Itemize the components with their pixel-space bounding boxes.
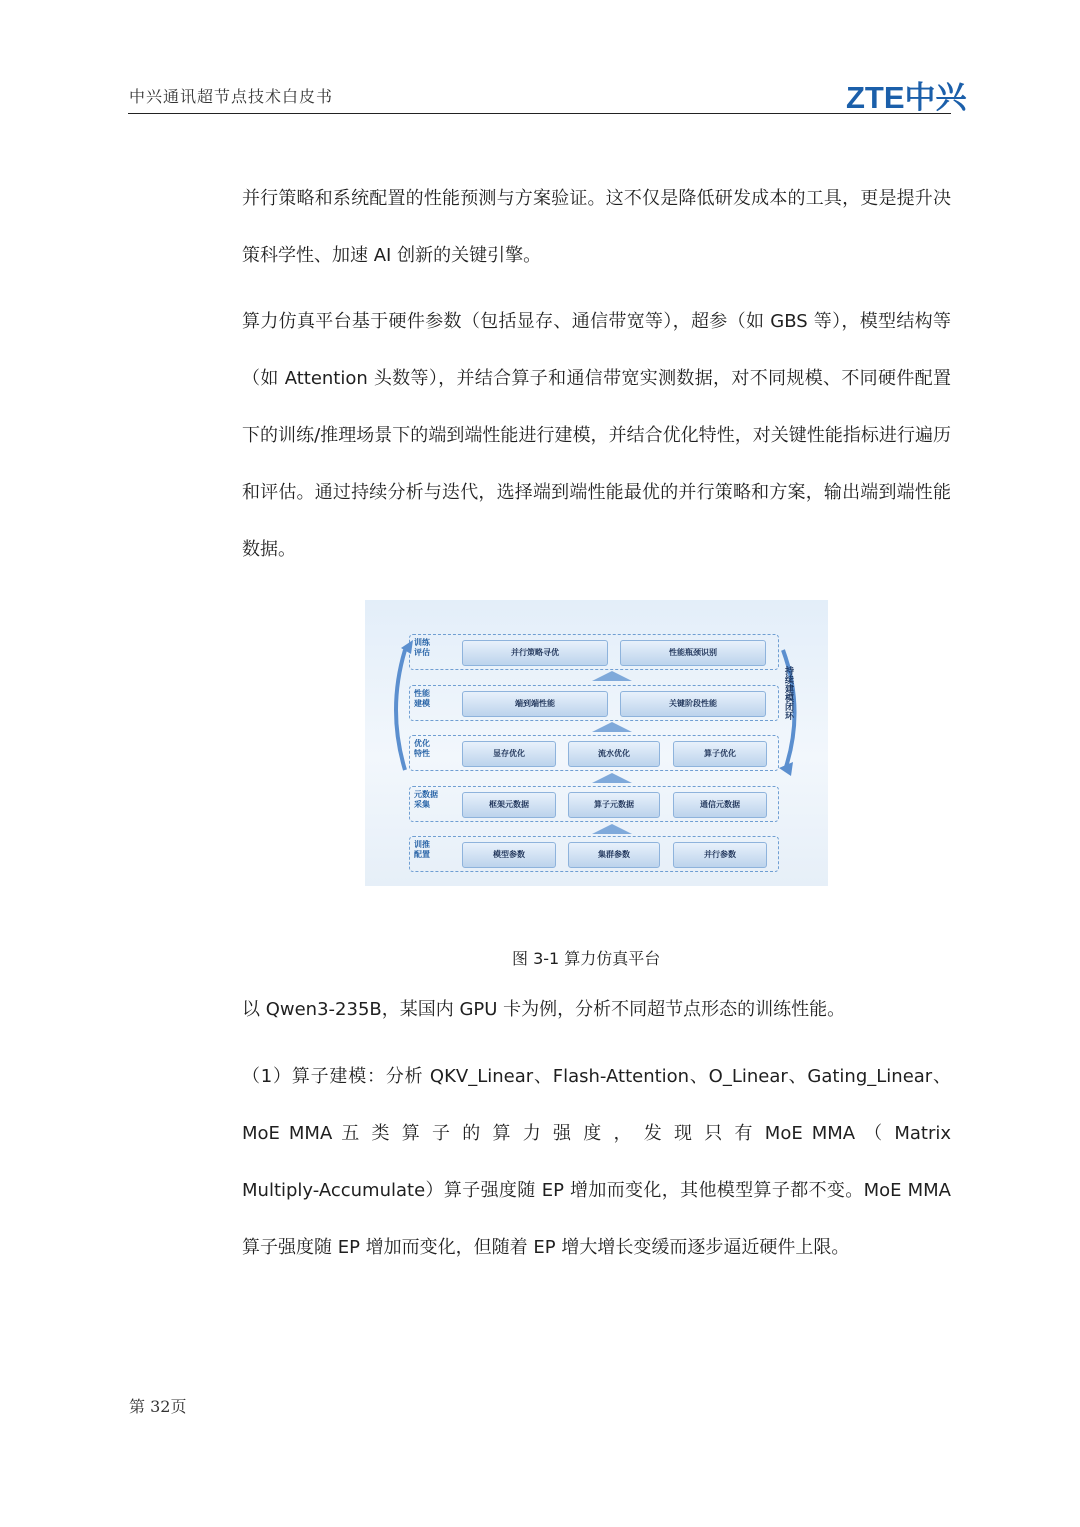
box-parallel-params: 并行参数 xyxy=(673,842,767,868)
box-pipeline-opt: 流水优化 xyxy=(568,741,660,767)
layer-label: 优化 特性 xyxy=(414,739,430,758)
box-bottleneck: 性能瓶颈识别 xyxy=(620,640,766,666)
figure-simulation-platform xyxy=(365,600,828,886)
box-comm-meta: 通信元数据 xyxy=(673,792,767,818)
paragraph-4-line-4: 算子强度随 EP 增加而变化，但随着 EP 增大增长变缓而逐步逼近硬件上限。 xyxy=(242,1237,850,1258)
box-operator-opt: 算子优化 xyxy=(673,741,767,767)
header-rule xyxy=(128,113,951,114)
box-memory-opt: 显存优化 xyxy=(462,741,556,767)
paragraph-3: 以 Qwen3-235B，某国内 GPU 卡为例，分析不同超节点形态的训练性能。 xyxy=(242,999,846,1020)
box-cluster-params: 集群参数 xyxy=(568,842,660,868)
side-label-loop: 持续建模闭环 xyxy=(783,666,793,720)
page-number: 第 32页 xyxy=(129,1397,187,1416)
box-model-params: 模型参数 xyxy=(462,842,556,868)
box-e2e-performance: 端到端性能 xyxy=(462,691,608,717)
paragraph-2: 算力仿真平台基于硬件参数（包括显存、通信带宽等），超参（如 GBS 等），模型结构等（如 Attention 头数等），并结合算子和通信带宽实测数据，对不同规模、不同硬件配置下的训练/推理场景下的端到端性能进行建模，并结合优化特性，对关键性能指标进行遍历和评估。通过持续分析与迭代，选择端到端性能最优的并行策略和方案，输出端到端性能数据。 xyxy=(242,311,951,560)
box-parallel-strategy: 并行策略寻优 xyxy=(462,640,608,666)
box-key-stage: 关键阶段性能 xyxy=(620,691,766,717)
page-header-title: 中兴通讯超节点技术白皮书 xyxy=(129,87,334,106)
figure-caption: 图 3-1 算力仿真平台 xyxy=(512,949,661,968)
layer-label: 训推 配置 xyxy=(414,840,430,859)
zte-logo: ZTE中兴 xyxy=(846,80,967,115)
loop-arrows xyxy=(365,600,828,886)
paragraph-4-line-1: （1）算子建模：分析 QKV_Linear、Flash-Attention、O_Linear、Gating_Linear、 xyxy=(242,1066,951,1087)
box-operator-meta: 算子元数据 xyxy=(568,792,660,818)
paragraph-4-line-3: Multiply-Accumulate）算子强度随 EP 增加而变化，其他模型算子都不变。MoE MMA xyxy=(242,1180,951,1201)
box-framework-meta: 框架元数据 xyxy=(462,792,556,818)
paragraph-4-line-2: MoE MMA 五 类 算 子 的 算 力 强 度 ， 发 现 只 有 MoE MMA （ Matrix xyxy=(242,1123,951,1144)
layer-label: 训练 评估 xyxy=(414,638,430,657)
paragraph-1: 并行策略和系统配置的性能预测与方案验证。这不仅是降低研发成本的工具，更是提升决策科学性、加速 AI 创新的关键引擎。 xyxy=(242,188,951,266)
layer-label: 性能 建模 xyxy=(414,689,430,708)
layer-label: 元数据 采集 xyxy=(414,790,438,809)
